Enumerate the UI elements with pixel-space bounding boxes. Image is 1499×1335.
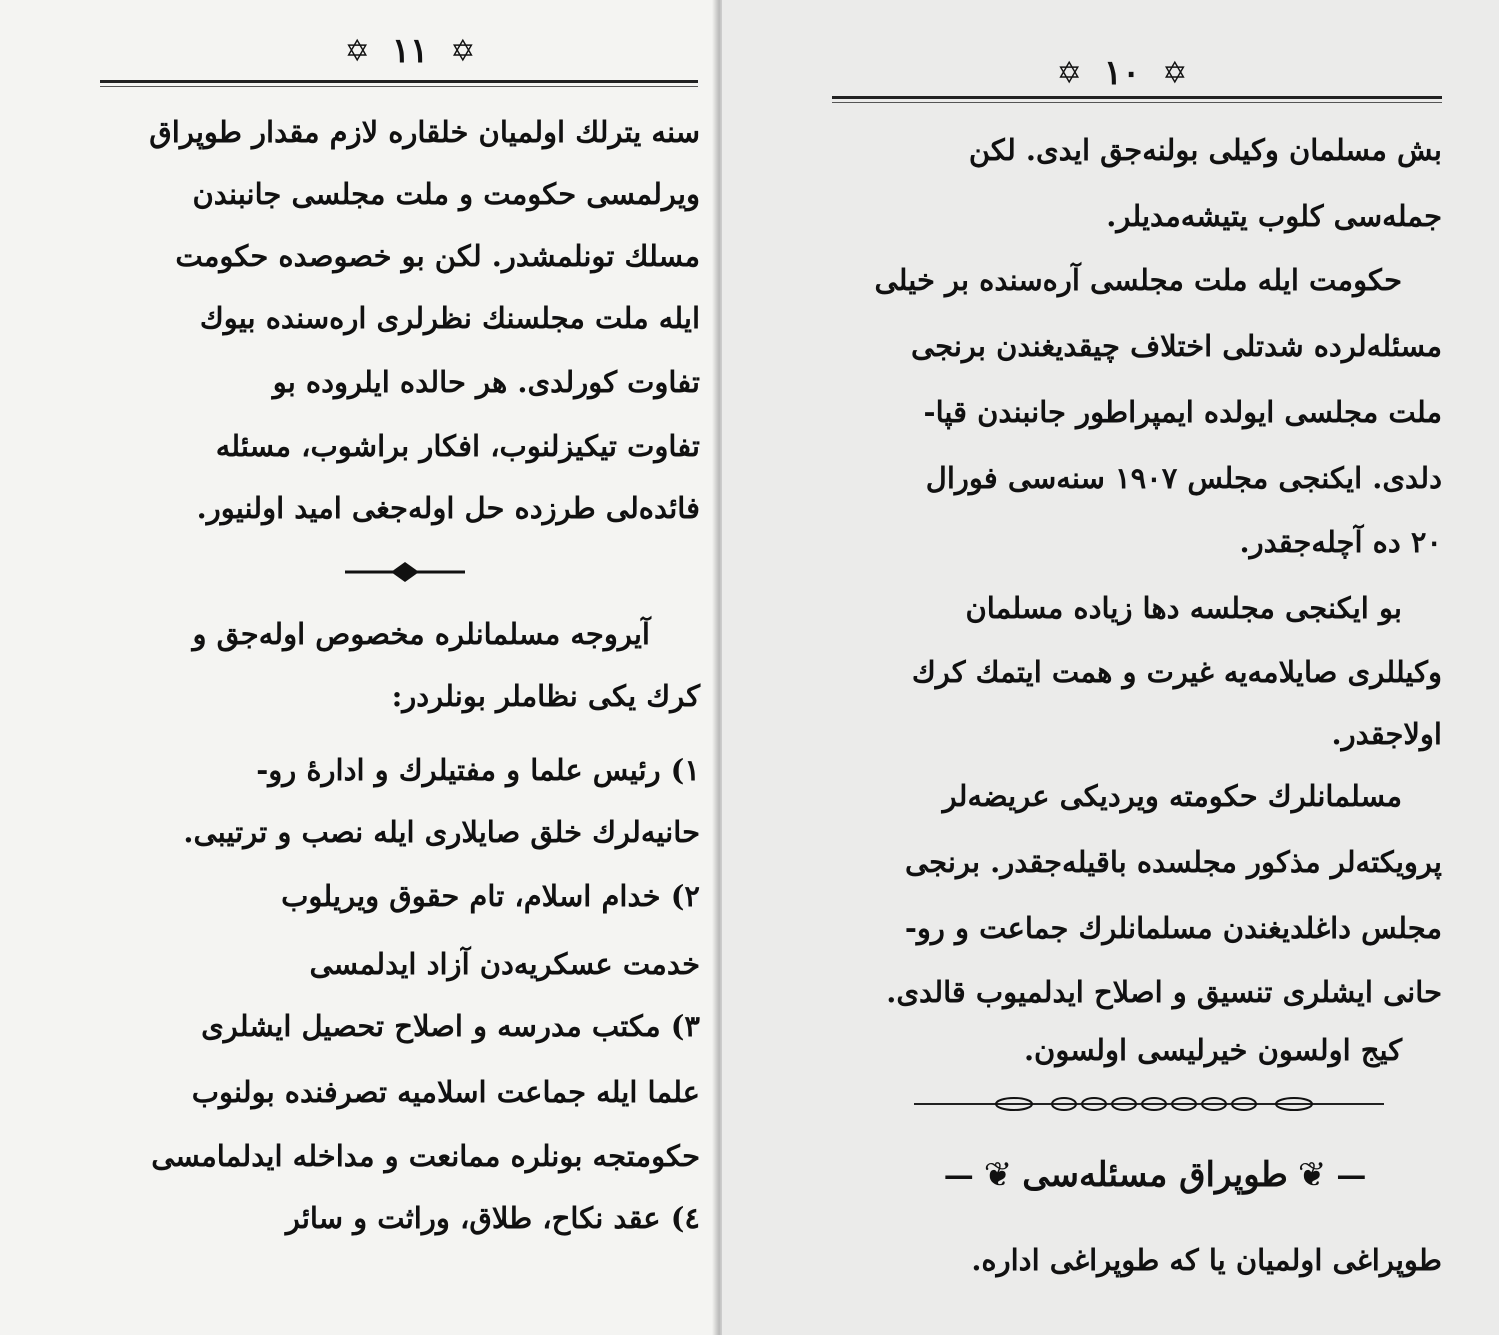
text-line: مجلس داغلدیغندن مسلمانلرك جماعت و رو- xyxy=(904,911,1442,945)
chain-divider-ornament xyxy=(914,1092,1384,1116)
text-line: طوپراغی اولمیان یا که طوپراغی اداره. xyxy=(971,1243,1442,1277)
text-line: ٣) مکتب مدرسه و اصلاح تحصیل ایشلری xyxy=(201,1009,700,1043)
flourish-icon: ❦ xyxy=(983,1155,1013,1195)
text-line: حانیه‌لرك خلق صایلاری ایله نصب و ترتیبی. xyxy=(183,815,700,849)
right-page-number: ١٠ xyxy=(1103,53,1141,93)
text-line: حکومت ایله ملت مجلسی آره‌سنده بر خیلی xyxy=(874,263,1402,297)
right-page-header xyxy=(942,48,1302,98)
left-page-number: ١١ xyxy=(391,31,429,71)
text-line: فائده‌لی طرزده حل اوله‌جغی امید اولنیور. xyxy=(196,491,700,525)
section-heading xyxy=(900,1150,1410,1200)
text-line: بو ایکنجی مجلسه دها زیاده مسلمان xyxy=(965,591,1402,625)
text-line: مسلمانلرك حکومته ویردیکی عریضه‌لر xyxy=(942,779,1402,813)
star-icon: ✡ xyxy=(450,33,476,69)
text-line: ملت مجلسی ایولده ایمپراطور جانبندن قپا- xyxy=(923,395,1442,429)
section-heading-text: طوپراق مسئله‌سی xyxy=(1022,1155,1288,1195)
left-page-header xyxy=(230,26,590,76)
text-line: ١) رئیس علما و مفتیلرك و ادارهٔ رو- xyxy=(256,753,700,787)
text-line: خدمت عسکریه‌دن آزاد ایدلمسی xyxy=(309,947,700,981)
right-header-rule xyxy=(832,96,1442,103)
flourish-icon: ❦ xyxy=(1297,1155,1327,1195)
star-icon: ✡ xyxy=(344,33,370,69)
text-line: تفاوت کورلدی. هر حالده ایلروده بو xyxy=(272,365,700,399)
heading-dash: — xyxy=(943,1157,974,1193)
text-line: بش مسلمان وکیلی بولنه‌جق ایدی. لکن xyxy=(968,133,1442,167)
text-line: مسلك تونلمشدر. لکن بو خصوصده حکومت xyxy=(175,239,700,273)
text-line: ایله ملت مجلسنك نظرلری اره‌سنده بیوك xyxy=(199,301,700,335)
text-line: کیج اولسون خیرلیسی اولسون. xyxy=(1023,1033,1402,1067)
left-header-rule xyxy=(100,80,698,87)
text-line: آیروجه مسلمانلره مخصوص اوله‌جق و xyxy=(192,617,650,651)
star-icon: ✡ xyxy=(1162,55,1188,91)
text-line: کرك یکی نظاملر بونلردر: xyxy=(391,679,700,713)
left-page xyxy=(0,0,718,1335)
text-line: دلدی. ایکنجی مجلس ١٩٠٧ سنه‌سی فورال xyxy=(925,461,1442,495)
diamond-divider-ornament xyxy=(345,560,465,584)
text-line: ٢) خدام اسلام، تام حقوق ویریلوب xyxy=(281,879,700,913)
text-line: سنه یترلك اولمیان خلقاره لازم مقدار طوپراق xyxy=(149,115,700,149)
text-line: ٤) عقد نکاح، طلاق، وراثت و سائر xyxy=(285,1201,700,1235)
text-line: اولاجقدر. xyxy=(1331,717,1442,751)
heading-dash: — xyxy=(1336,1157,1367,1193)
text-line: پرویکته‌لر مذکور مجلسده باقیله‌جقدر. برنجی xyxy=(905,845,1442,879)
text-line: ٢٠ ده آچله‌جقدر. xyxy=(1239,525,1442,559)
text-line: علما ایله جماعت اسلامیه تصرفنده بولنوب xyxy=(191,1075,700,1109)
text-line: حکومتجه بونلره ممانعت و مداخله ایدلمامسی xyxy=(151,1139,700,1173)
text-line: حانی ایشلری تنسیق و اصلاح ایدلمیوب قالدی. xyxy=(886,975,1442,1009)
text-line: تفاوت تیکیزلنوب، افکار براشوب، مسئله xyxy=(215,429,700,463)
text-line: وکیللری صایلامه‌یه غیرت و همت ایتمك كرك xyxy=(911,655,1442,689)
text-line: جمله‌سی کلوب یتیشه‌مدیلر. xyxy=(1106,199,1442,233)
text-line: مسئله‌لرده شدتلی اختلاف چیقدیغندن برنجی xyxy=(910,329,1442,363)
star-icon: ✡ xyxy=(1056,55,1082,91)
right-page xyxy=(722,0,1499,1335)
text-line: ویرلمسی حکومت و ملت مجلسی جانبندن xyxy=(192,177,700,211)
